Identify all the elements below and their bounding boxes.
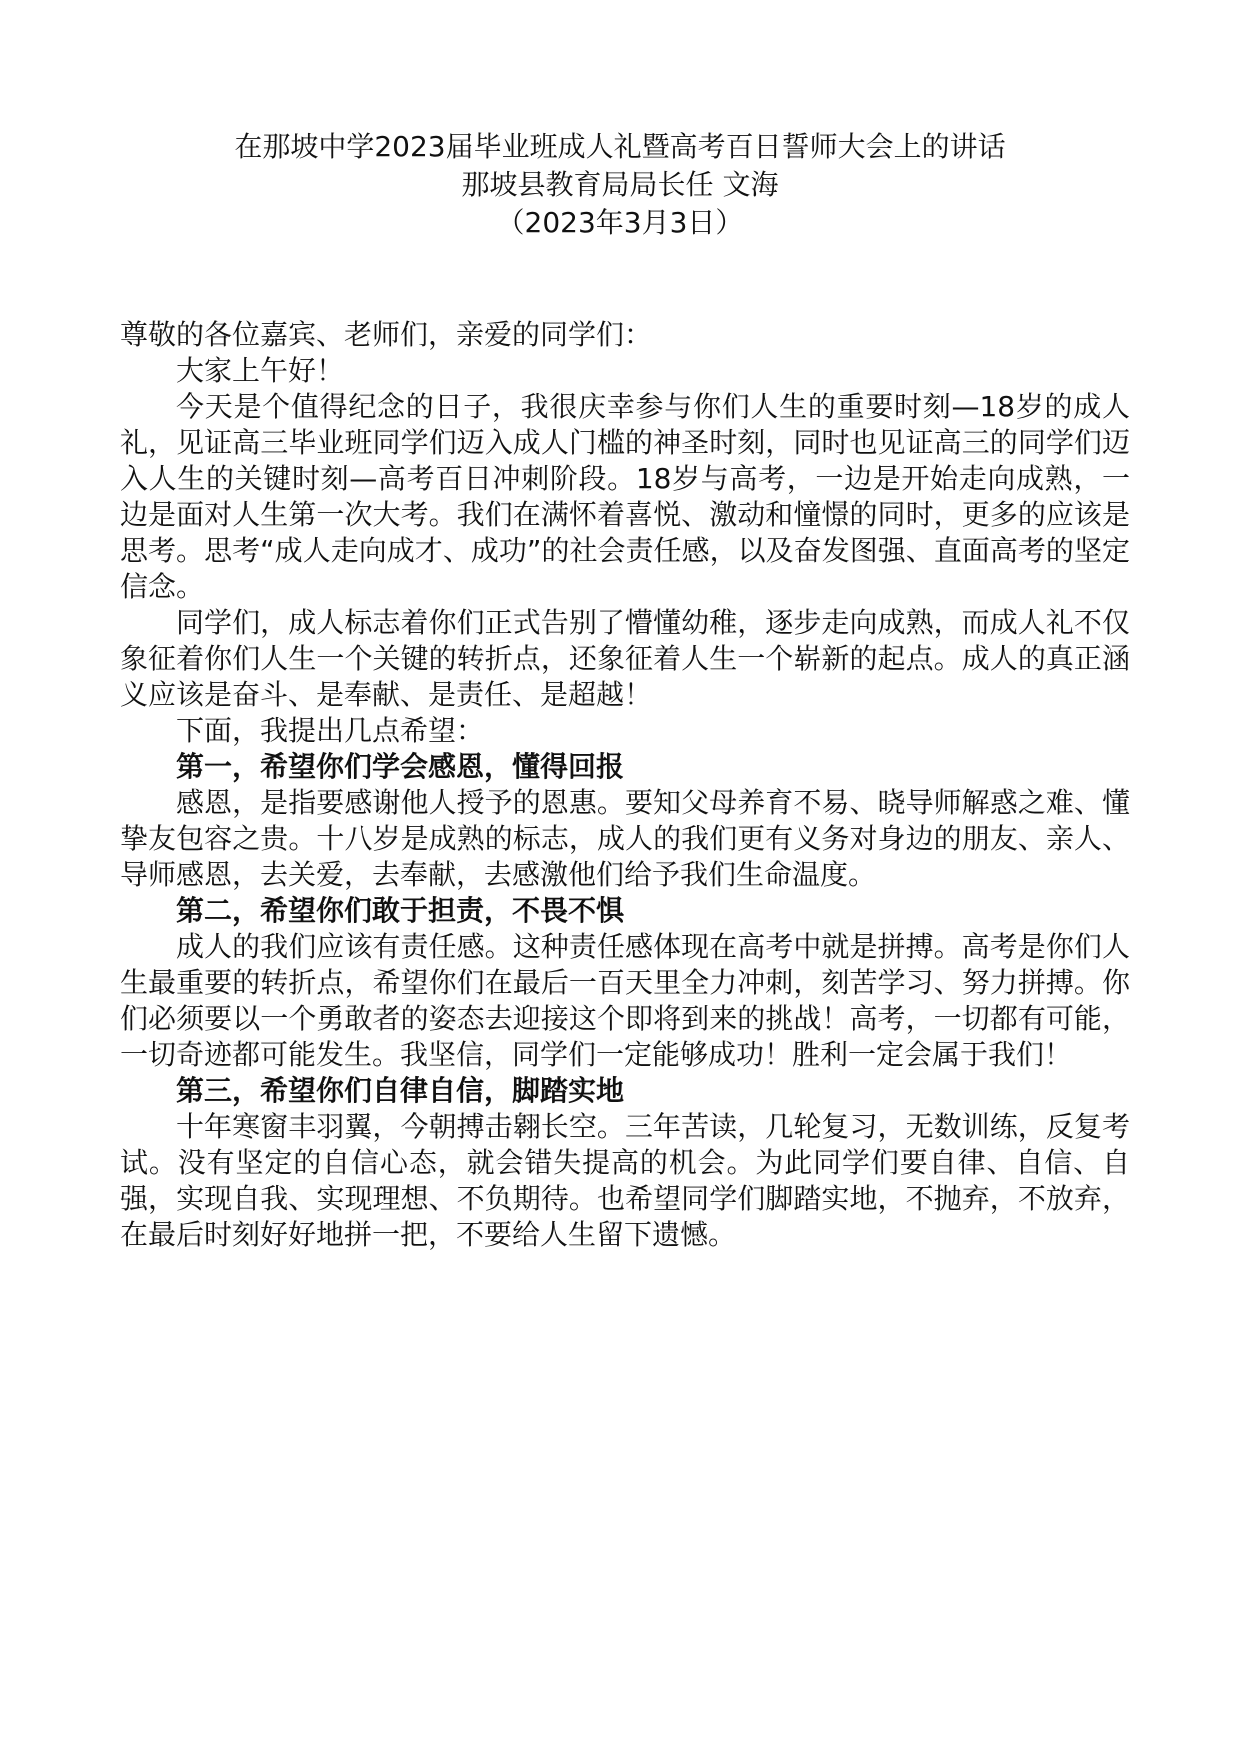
speech-title: 在那坡中学2023届毕业班成人礼暨高考百日誓师大会上的讲话 — [234, 130, 1006, 163]
paragraph-coming-of-age: 同学们，成人标志着你们正式告别了懵懂幼稚，逐步走向成熟，而成人礼不仅象征着你们人生一个关键的转折点，还象征着人生一个崭新的起点。成人的真正涵义应该是奋斗、是奉献、是责任、是超越！ — [120, 606, 1130, 711]
section-heading-gratitude: 第一，希望你们学会感恩，懂得回报 — [176, 750, 625, 783]
section-heading-self-discipline: 第三，希望你们自律自信，脚踏实地 — [176, 1074, 625, 1107]
speech-header — [0, 128, 1240, 242]
speech-date: （2023年3月3日） — [496, 206, 744, 239]
speech-body — [120, 317, 1130, 1253]
speaker-line: 那坡县教育局局长任 文海 — [461, 168, 779, 201]
paragraph-gratitude: 感恩，是指要感谢他人授予的恩惠。要知父母养育不易、晓导师解惑之难、懂挚友包容之贵。十八岁是成熟的标志，成人的我们更有义务对身边的朋友、亲人、导师感恩，去关爱，去奉献，去感激他们给予我们生命温度。 — [120, 786, 1130, 891]
paragraph-hopes-intro: 下面，我提出几点希望： — [176, 714, 485, 747]
paragraph-responsibility: 成人的我们应该有责任感。这种责任感体现在高考中就是拼搏。高考是你们人生最重要的转折点，希望你们在最后一百天里全力冲刺，刻苦学习、努力拼搏。你们必须要以一个勇敢者的姿态去迎接这个即将到来的挑战！高考，一切都有可能，一切奇迹都可能发生。我坚信，同学们一定能够成功！胜利一定会属于我们！ — [120, 930, 1130, 1071]
salutation: 尊敬的各位嘉宾、老师们，亲爱的同学们： — [120, 318, 653, 351]
paragraph-intro: 今天是个值得纪念的日子，我很庆幸参与你们人生的重要时刻—18岁的成人礼，见证高三毕业班同学们迈入成人门槛的神圣时刻，同时也见证高三的同学们迈入人生的关键时刻—高考百日冲刺阶段。18岁与高考，一边是开始走向成熟，一边是面对人生第一次大考。我们在满怀着喜悦、激动和憧憬的同时，更多的应该是思考。思考“成人走向成才、成功”的社会责任感，以及奋发图强、直面高考的坚定信念。 — [120, 390, 1130, 603]
paragraph-self-discipline: 十年寒窗丰羽翼，今朝搏击翱长空。三年苦读，几轮复习，无数训练，反复考试。没有坚定的自信心态，就会错失提高的机会。为此同学们要自律、自信、自强，实现自我、实现理想、不负期待。也希望同学们脚踏实地，不抛弃，不放弃，在最后时刻好好地拼一把，不要给人生留下遗憾。 — [120, 1110, 1130, 1251]
section-heading-responsibility: 第二，希望你们敢于担责，不畏不惧 — [176, 894, 625, 927]
greeting: 大家上午好！ — [176, 354, 345, 387]
